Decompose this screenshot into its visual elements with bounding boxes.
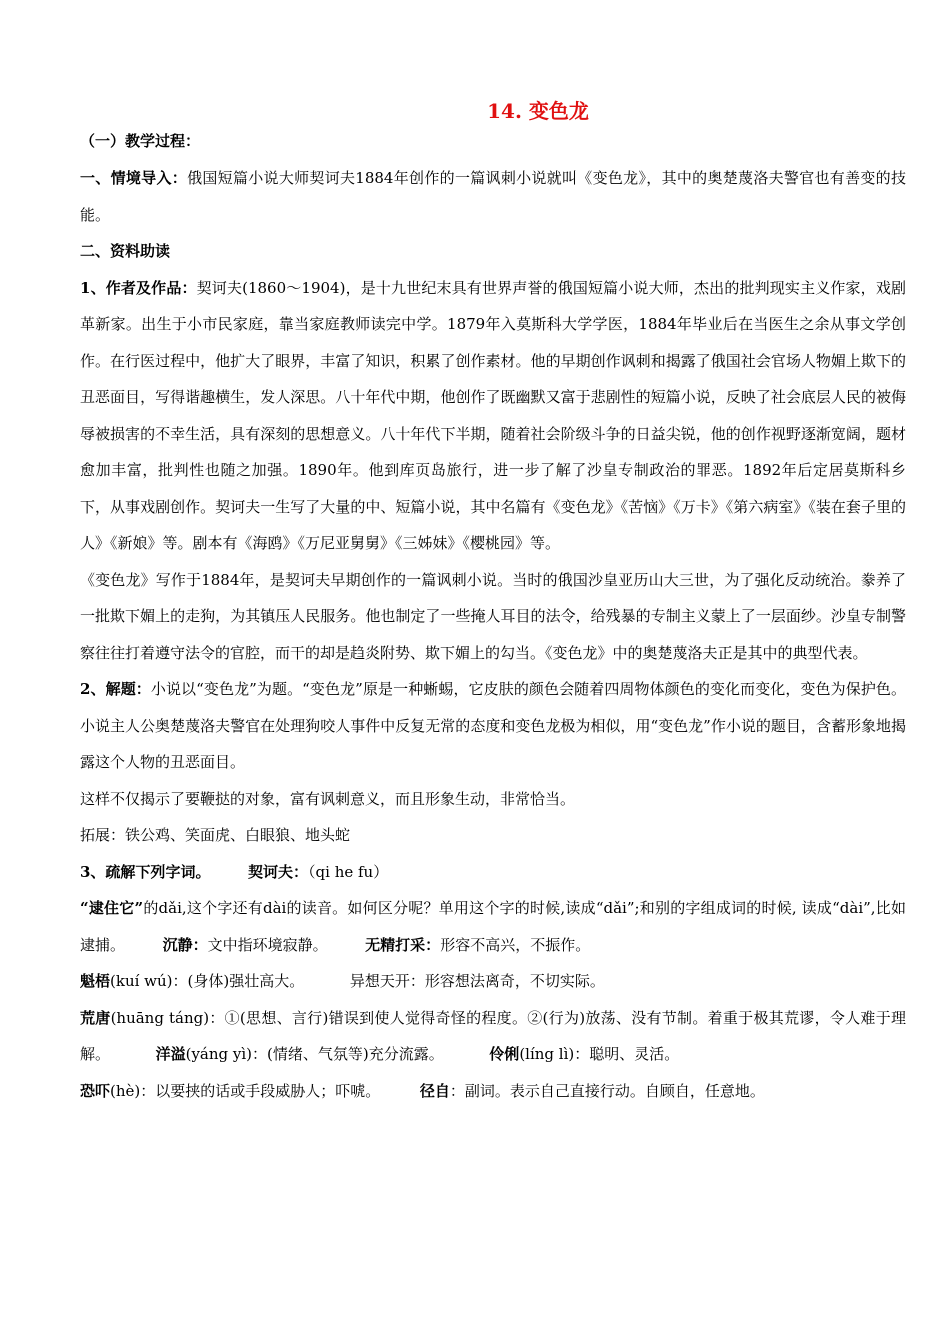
paragraph-title-explain-2 xyxy=(80,781,906,818)
page-title: 14. 变色龙 xyxy=(487,99,589,123)
qihefu-pinyin: （qi he fu） xyxy=(308,862,389,881)
section-heading: （一）教学过程： xyxy=(80,132,201,150)
paragraph-author xyxy=(80,270,906,562)
intro-text: 俄国短篇小说大师契诃夫1884年创作的一篇讽刺小说就叫《变色龙》，其中的奥楚蔑洛夫警官也有善变的技能。 xyxy=(80,169,906,224)
dai-word: “逮住它” xyxy=(80,899,144,917)
yangyi-word: 洋溢 xyxy=(155,1045,186,1063)
huangtang-text: (huāng táng)：①(思想、言行)错误到使人觉得奇怪的程度。②(行为)放荡、没有节制。着重于极其荒谬，令人难于理解。 xyxy=(80,1008,906,1063)
document-page xyxy=(80,96,906,1109)
kuiwu-word: 魁梧 xyxy=(80,972,111,990)
paragraph-kuiwu xyxy=(80,963,906,1000)
title-explain-label: 2、解题： xyxy=(80,680,151,698)
paragraph-work xyxy=(80,562,906,672)
wujing-text: 形容不高兴，不振作。 xyxy=(440,935,591,954)
qihefu-word: 契诃夫： xyxy=(248,862,309,881)
jingzi-text: ：副词。表示自己直接行动。自顾自，任意地。 xyxy=(449,1081,765,1100)
title-explain-text-2: 这样不仅揭示了要鞭挞的对象，富有讽刺意义，而且形象生动，非常恰当。 xyxy=(80,789,576,808)
linli-text: (líng lì)：聪明、灵活。 xyxy=(519,1045,680,1063)
author-text: 契诃夫(1860～1904)，是十九世纪末具有世界声誉的俄国短篇小说大师，杰出的批判现实主义作家，戏剧革新家。出生于小市民家庭，靠当家庭教师读完中学。1879年入莫斯科大学学医，1884年毕业后在当医生之余从事文学创作。在行医过程中，他扩大了眼界，丰富了知识，积累了创作素材。他的早期创作讽刺和揭露了俄国社会官场人物媚上欺下的丑恶面目，写得谐趣横生，发人深思。八十年代中期，他创作了既幽默又富于悲剧性的短篇小说，反映了社会底层人民的被侮辱被损害的不幸生活，具有深刻的思想意义。八十年代下半期，随着社会阶级斗争的日益尖锐，他的创作视野逐渐宽阔，题材愈加丰富，批判性也随之加强。1890年。他到库页岛旅行，进一步了解了沙皇专制政治的罪恶。1892年后定居莫斯科乡下，从事戏剧创作。契诃夫一生写了大量的中、短篇小说，其中名篇有《变色龙》《苦恼》《万卡》《第六病室》《装在套子里的人》《新娘》等。剧本有《海鸥》《万尼亚舅舅》《三姊妹》《樱桃园》等。 xyxy=(80,278,906,552)
work-text: 《变色龙》写作于1884年，是契诃夫早期创作的一篇讽刺小说。当时的俄国沙皇亚历山大三世，为了强化反动统治。豢养了一批欺下媚上的走狗，为其镇压人民服务。他也制定了一些掩人耳目的法令，给残暴的专制主义蒙上了一层面纱。沙皇专制警察往往打着遵守法令的官腔，而干的却是趋炎附势、欺下媚上的勾当。《变色龙》中的奥楚蔑洛夫正是其中的典型代表。 xyxy=(80,570,906,662)
title-explain-text: 小说以“变色龙”为题。“变色龙”原是一种蜥蜴，它皮肤的颜色会随着四周物体颜色的变化而变化，变色为保护色。小说主人公奥楚蔑洛夫警官在处理狗咬人事件中反复无常的态度和变色龙极为相似，用“变色龙”作小说的题目，含蓄形象地揭露这个人物的丑恶面目。 xyxy=(80,680,906,771)
yixiang-text: 异想天开：形容想法离奇，不切实际。 xyxy=(349,972,605,990)
extend-text: 拓展：铁公鸡、笑面虎、白眼狼、地头蛇 xyxy=(80,826,351,844)
jingzi-word: 径自 xyxy=(419,1081,450,1100)
kuiwu-text: (kuí wú)：(身体)强壮高大。 xyxy=(110,972,305,990)
paragraph-konghe xyxy=(80,1073,906,1110)
konghe-text: (hè)：以要挟的话或手段威胁人；吓唬。 xyxy=(110,1081,381,1100)
yangyi-text: (yáng yì)：(情绪、气氛等)充分流露。 xyxy=(185,1045,444,1063)
dai-text: 的dǎi,这个字还有dài的读音。如何区分呢？单用这个字的时候,读成“dǎi”;和别的字组成词的时候, 读成“dài”,比如逮捕。 xyxy=(80,899,906,954)
paragraph-words xyxy=(80,854,906,891)
linli-word: 伶俐 xyxy=(489,1045,520,1063)
paragraph-dai xyxy=(80,890,906,963)
intro-label: 一、情境导入： xyxy=(80,169,188,187)
section-materials xyxy=(80,233,906,270)
konghe-word: 恐吓 xyxy=(80,1081,111,1100)
paragraph-intro xyxy=(80,160,906,233)
paragraph-extend xyxy=(80,817,906,854)
paragraph-huangtang xyxy=(80,1000,906,1073)
paragraph-title-explain xyxy=(80,671,906,781)
chenjing-text: 文中指环境寂静。 xyxy=(207,935,328,954)
words-label: 3、疏解下列字词。 xyxy=(80,862,211,881)
chenjing-word: 沉静： xyxy=(162,935,208,954)
author-label: 1、作者及作品： xyxy=(80,278,197,297)
huangtang-word: 荒唐 xyxy=(80,1008,111,1027)
section-teaching-process xyxy=(80,130,906,152)
wujing-word: 无精打采： xyxy=(365,935,441,954)
section-heading: 二、资料助读 xyxy=(80,242,171,260)
